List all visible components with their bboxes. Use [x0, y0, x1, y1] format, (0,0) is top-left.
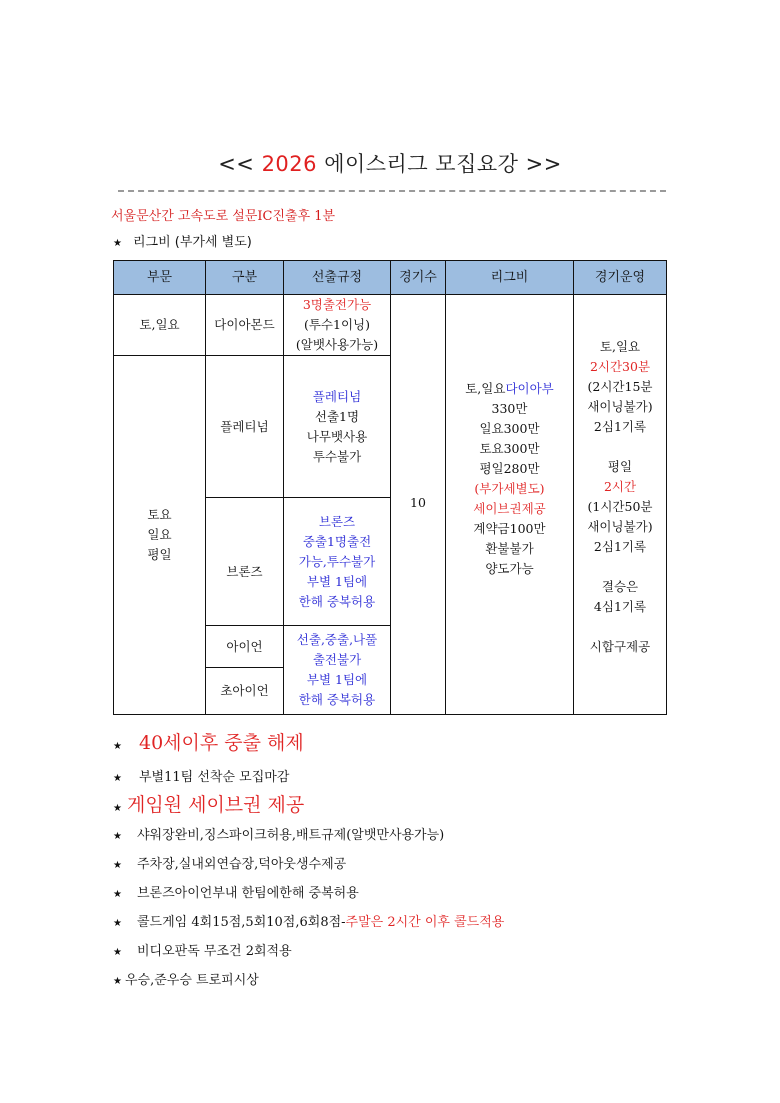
list-item: ★ 40세이후 중출 해제 — [113, 732, 304, 754]
table-header-row — [114, 261, 667, 295]
class-cell: 플레티넘 — [206, 356, 284, 498]
fee-note: ★ 리그비 (부가세 별도) — [113, 235, 252, 250]
star-icon: ★ — [113, 773, 122, 784]
star-icon: ★ — [113, 741, 122, 752]
col-header-fee: 리그비 — [446, 261, 574, 295]
list-item: ★ 콜드게임 4회15점,5회10점,6회8점-주말은 2시간 이후 콜드적용 — [113, 915, 505, 930]
list-item: ★ 브론즈아이언부내 한팀에한해 중복허용 — [113, 886, 359, 901]
col-header-games: 경기수 — [391, 261, 446, 295]
class-cell: 브론즈 — [206, 498, 284, 626]
page-title: << 2026 에이스리그 모집요강 >> — [218, 152, 562, 176]
dashed-divider — [118, 190, 666, 192]
star-icon: ★ — [113, 889, 122, 900]
division-cell: 토,일요 — [114, 295, 206, 356]
list-item: ★ 비디오판독 무조건 2회적용 — [113, 944, 292, 959]
col-header-division: 부문 — [114, 261, 206, 295]
list-item: ★ 부별11팀 선착순 모집마감 — [113, 770, 290, 785]
list-item: ★ 주차장,실내외연습장,덕아웃생수제공 — [113, 857, 347, 872]
star-icon: ★ — [113, 918, 122, 929]
star-icon: ★ — [113, 803, 122, 814]
rule-cell: 플레티넘 선출1명 나무뱃사용 투수불가 — [284, 356, 391, 498]
rule-cell: 3명출전가능 (투수1이닝) (알뱃사용가능) — [284, 295, 391, 356]
table-row — [114, 295, 667, 356]
star-icon: ★ — [113, 831, 122, 842]
class-cell: 아이언 — [206, 626, 284, 668]
rule-cell: 선출,중출,나풀 출전불가 부별 1팀에 한해 중복허용 — [284, 626, 391, 715]
title-year: 2026 — [261, 152, 318, 176]
class-cell: 초아이언 — [206, 668, 284, 715]
rule-cell: 브론즈 중출1명출전 가능,투수불가 부별 1팀에 한해 중복허용 — [284, 498, 391, 626]
fee-cell: 토,일요다이아부 330만 일요300만 토요300만 평일280만 (부가세별도) 세이브권제공 계약금100만 환불불가 양도가능 — [446, 295, 574, 715]
star-icon: ★ — [113, 947, 122, 958]
class-cell: 다이아몬드 — [206, 295, 284, 356]
league-table — [113, 260, 667, 715]
star-icon: ★ — [113, 860, 122, 871]
operation-cell: 토,일요 2시간30분 (2시간15분 새이닝불가) 2심1기록 평일 2시간 (1시간50분 새이닝불가) 2심1기록 결승은 4심1기록 시합구제공 — [574, 295, 667, 715]
list-item: ★ 샤워장완비,징스파이크허용,배트규제(알뱃만사용가능) — [113, 828, 445, 843]
col-header-class: 구분 — [206, 261, 284, 295]
col-header-rule: 선출규정 — [284, 261, 391, 295]
list-item: ★ 게임원 세이브권 제공 — [113, 794, 305, 816]
list-item: ★ 우승,준우승 트로피시상 — [113, 973, 259, 988]
col-header-operation: 경기운영 — [574, 261, 667, 295]
location-note: 서울문산간 고속도로 설문IC진출후 1분 — [111, 209, 336, 224]
star-icon: ★ — [113, 976, 122, 987]
star-icon: ★ — [113, 238, 122, 249]
games-cell: 10 — [391, 295, 446, 715]
division-cell: 토요 일요 평일 — [114, 356, 206, 715]
